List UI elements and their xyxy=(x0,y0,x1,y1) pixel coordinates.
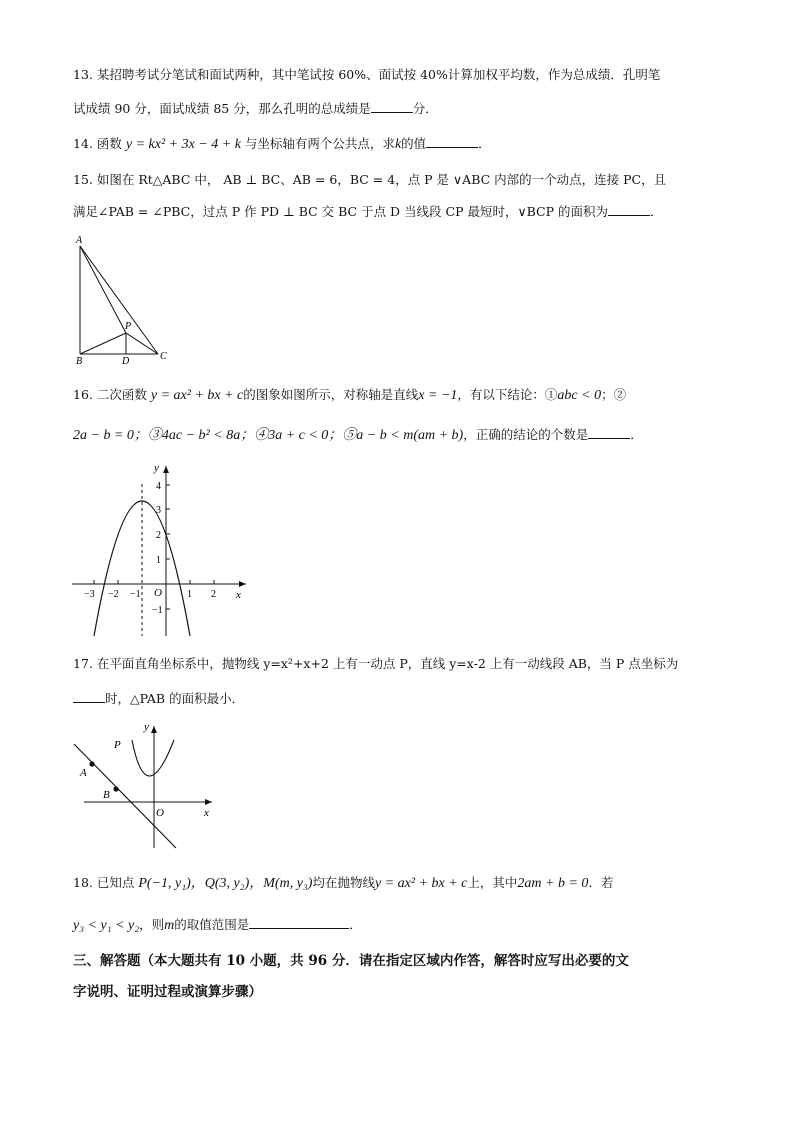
q16-xtick-neg1: −1 xyxy=(130,589,141,600)
q16-ytick-4: 4 xyxy=(156,481,161,492)
q17-axis-label-y: y xyxy=(144,721,149,733)
q18-number: 18. xyxy=(73,875,93,890)
q18-formula: y = ax² + bx + c xyxy=(375,876,468,891)
q16-xtick-2: 2 xyxy=(211,589,216,600)
q16-xtick-1: 1 xyxy=(187,589,192,600)
q16-number: 16. xyxy=(73,387,93,402)
q18-var: m xyxy=(164,918,175,933)
q18-inequality: y₃ < y₁ < y₂ xyxy=(73,918,140,933)
q17-answer-blank[interactable] xyxy=(73,690,105,703)
q14-prefix: 函数 xyxy=(96,136,122,151)
q18-text-4: ．若 xyxy=(588,875,614,890)
q13-text-1: 某招聘考试分笔试和面试两种，其中笔试按 60%、面试按 40%计算加权平均数，作为总成绩．孔明笔 xyxy=(96,67,661,82)
q14-answer-blank[interactable] xyxy=(426,135,478,148)
section3-heading-line1 xyxy=(73,952,629,970)
q16-origin-label: O xyxy=(154,587,162,599)
q16-axis: x = −1 xyxy=(418,388,458,403)
q17-label-b: B xyxy=(103,789,110,801)
q14-suffix: 的值 xyxy=(401,136,427,151)
section3-heading-line2 xyxy=(73,983,262,1001)
q16-formula: y = ax² + bx + c xyxy=(150,388,244,403)
q17-text-2: 时，△PAB 的面积最小． xyxy=(105,691,245,706)
q15-label-d: D xyxy=(122,356,130,367)
q18-line2 xyxy=(73,916,362,935)
q15-number: 15. xyxy=(73,172,93,187)
q15-label-c: C xyxy=(160,351,167,362)
q13-text-2: 试成绩 90 分，面试成绩 85 分，那么孔明的总成绩是 xyxy=(73,101,371,116)
section3-text-1: 三、解答题（本大题共有 10 小题，共 96 分．请在指定区域内作答，解答时应写出必要的文 xyxy=(73,953,629,969)
q16-text-3: ，有以下结论：① xyxy=(457,387,558,402)
q15-text-1: 如图在 Rt△ABC 中， AB ⊥ BC、AB = 6，BC = 4，点 P 是 ∨ABC 内部的一个动点，连接 PC，且 xyxy=(96,172,667,187)
q15-answer-blank[interactable] xyxy=(608,203,650,216)
q16-ytick-1: 1 xyxy=(156,555,161,566)
q14-formula: y = kx² + 3x − 4 + k xyxy=(125,137,241,152)
q16-text-4: ；② xyxy=(601,387,627,402)
q18-text-2: 均在抛物线 xyxy=(312,875,375,890)
q16-conclusion-1: abc < 0 xyxy=(557,388,602,403)
q16-ytick-neg1: −1 xyxy=(152,605,163,616)
q13-text-3: 分． xyxy=(412,101,438,116)
q17-text-1: 在平面直角坐标系中，抛物线 y=x²+x+2 上有一动点 P，直线 y=x-2 上有一动线段 AB，当 P 点坐标为 xyxy=(96,656,679,671)
q18-text-1: 已知点 xyxy=(96,875,135,890)
q16-ytick-3: 3 xyxy=(156,505,161,516)
q15-line1 xyxy=(73,171,666,189)
q16-conclusions: 2a − b = 0；③4ac − b² < 8a；④3a + c < 0；⑤a − b < m(am + b) xyxy=(73,428,464,443)
q18-points: P(−1, y₁)，Q(3, y₂)，M(m, y₃) xyxy=(138,876,313,891)
q15-text-2: 满足∠PAB = ∠PBC，过点 P 作 PD ⊥ BC 交 BC 于点 D 当线段 CP 最短时，∨BCP 的面积为 xyxy=(73,204,608,219)
q17-origin-label: O xyxy=(156,807,164,819)
q17-parabola-line-figure xyxy=(70,716,220,856)
q13-number: 13. xyxy=(73,67,93,82)
q16-text-2: 的图象如图所示，对称轴是直线 xyxy=(243,387,419,402)
q13-answer-blank[interactable] xyxy=(371,100,413,113)
q16-xtick-neg3: −3 xyxy=(84,589,95,600)
q16-ytick-2: 2 xyxy=(156,530,161,541)
q17-number: 17. xyxy=(73,656,93,671)
q16-line1 xyxy=(73,386,626,405)
q18-condition: 2am + b = 0 xyxy=(517,876,589,891)
q18-text-3: 上，其中 xyxy=(467,875,518,890)
q18-answer-blank[interactable] xyxy=(249,916,349,929)
q15-label-a: A xyxy=(76,235,83,246)
q16-xtick-neg2: −2 xyxy=(108,589,119,600)
q16-text-1: 二次函数 xyxy=(96,387,147,402)
q14-var: k xyxy=(394,137,402,152)
q18-line1 xyxy=(73,874,613,893)
q13-line2 xyxy=(73,100,438,118)
q14-end: ． xyxy=(478,136,491,151)
q15-label-b: B xyxy=(76,356,83,367)
section3-text-2: 字说明、证明过程或演算步骤） xyxy=(73,984,262,1000)
q15-line2 xyxy=(73,203,663,221)
q16-axis-label-x: x xyxy=(236,589,241,601)
q16-parabola-figure xyxy=(68,458,253,640)
q17-axis-label-x: x xyxy=(204,807,209,819)
q14-mid: 与坐标轴有两个公共点，求 xyxy=(244,136,395,151)
q13-line1 xyxy=(73,66,660,84)
q16-axis-label-y: y xyxy=(154,462,159,474)
q17-line1 xyxy=(73,655,678,673)
q14-number: 14. xyxy=(73,136,93,151)
q15-end: ． xyxy=(650,204,663,219)
q18-end: ． xyxy=(349,917,362,932)
q18-text-6: 的取值范围是 xyxy=(174,917,250,932)
q17-label-p: P xyxy=(114,739,121,751)
q17-line2 xyxy=(73,690,244,708)
q15-triangle-figure xyxy=(70,232,180,367)
q15-label-p: P xyxy=(125,321,132,332)
q14-line xyxy=(73,135,491,154)
q16-answer-blank[interactable] xyxy=(588,426,630,439)
q16-end: ． xyxy=(630,427,643,442)
q18-text-5: ，则 xyxy=(139,917,165,932)
q16-line2 xyxy=(73,426,643,445)
q16-text-5: ，正确的结论的个数是 xyxy=(463,427,589,442)
q17-label-a: A xyxy=(80,767,87,779)
